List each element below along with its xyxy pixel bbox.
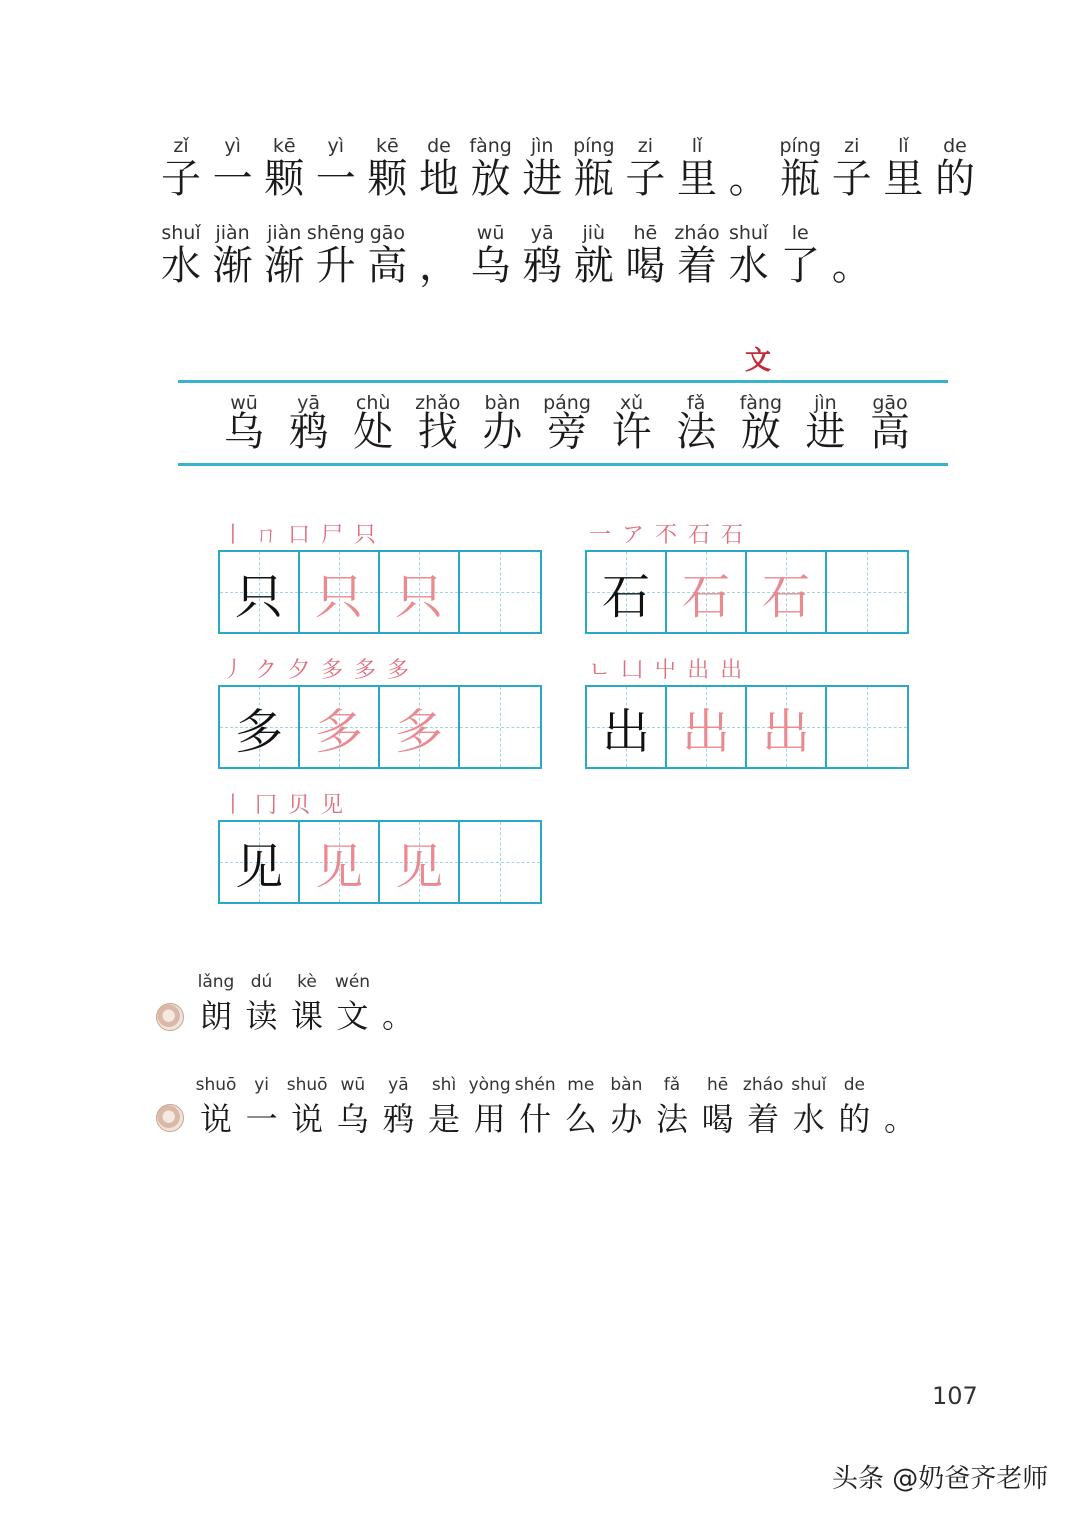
pinyin: de	[943, 135, 967, 157]
hanzi: 子	[161, 156, 201, 202]
hanzi: 乌	[336, 1100, 369, 1138]
grid-square	[300, 822, 380, 902]
hanzi: ，	[419, 243, 459, 289]
grid-square	[747, 552, 827, 632]
char-cell	[774, 222, 826, 302]
trace-char: 多	[394, 703, 443, 760]
pinyin: shuō	[286, 1075, 328, 1095]
hanzi: 放	[740, 409, 781, 455]
hanzi: 着	[677, 243, 717, 289]
pinyin: zhǎo	[415, 392, 461, 414]
pinyin: yì	[224, 135, 241, 157]
pinyin: shén	[514, 1075, 556, 1095]
pinyin: dú	[250, 972, 273, 992]
pinyin: wū	[476, 222, 505, 244]
hanzi: 办	[610, 1100, 643, 1138]
pinyin: páng	[543, 392, 591, 414]
trace-char: 多	[314, 703, 363, 760]
hanzi: 高	[870, 409, 910, 455]
pinyin: shuǐ	[728, 222, 769, 244]
exercise-char	[330, 972, 376, 1042]
pinyin: xǔ	[619, 392, 644, 414]
pinyin: me	[567, 1075, 595, 1095]
watermark: 头条 @奶爸齐老师	[832, 1464, 1049, 1494]
hanzi: 里	[883, 156, 924, 202]
band-top-rule	[178, 380, 948, 383]
grid-square	[220, 687, 300, 767]
pinyin: shuǐ	[161, 222, 201, 244]
hanzi: 的	[838, 1100, 871, 1138]
pinyin: yā	[530, 222, 554, 244]
model-char: 多	[234, 703, 283, 760]
pinyin: jìn	[530, 135, 554, 157]
grid-square[interactable]	[460, 687, 540, 767]
grid-square[interactable]	[827, 687, 907, 767]
grid-square	[667, 687, 747, 767]
pinyin: hē	[633, 222, 658, 244]
pinyin: de	[427, 135, 451, 157]
hanzi: 课	[290, 997, 323, 1035]
hanzi: 升	[315, 243, 356, 289]
hanzi: 喝	[701, 1100, 734, 1138]
model-char: 见	[234, 838, 283, 895]
hanzi: 地	[419, 156, 459, 202]
hanzi: 乌	[224, 409, 264, 455]
pinyin: shēng	[306, 222, 365, 244]
hanzi: 办	[482, 409, 523, 455]
hanzi: 放	[470, 156, 511, 202]
pinyin: gāo	[369, 222, 406, 244]
hanzi: 水	[161, 243, 201, 289]
hanzi: 渐	[264, 243, 305, 289]
grid-square	[587, 552, 667, 632]
pinyin: wén	[334, 972, 371, 992]
hanzi: 高	[367, 243, 408, 289]
trace-char: 只	[394, 568, 443, 625]
model-char: 只	[234, 568, 283, 625]
pinyin: bàn	[484, 392, 521, 414]
pinyin: bàn	[610, 1075, 643, 1095]
stroke-order: 丨 冂 贝 见	[222, 793, 345, 818]
hanzi: 了	[780, 243, 821, 289]
char-cell	[864, 392, 916, 472]
pinyin: yi	[254, 1075, 269, 1095]
hanzi: 鸦	[382, 1100, 415, 1138]
band-bottom-rule	[178, 463, 948, 466]
tianzige-grid	[585, 550, 909, 634]
grid-square	[747, 687, 827, 767]
pinyin: zǐ	[173, 135, 189, 157]
hanzi: 许	[611, 409, 652, 455]
hanzi: 喝	[625, 243, 666, 289]
pinyin: hē	[706, 1075, 729, 1095]
hanzi: 一	[212, 156, 253, 202]
hanzi: 法	[676, 409, 717, 455]
hanzi: 子	[625, 156, 666, 202]
hanzi: 就	[573, 243, 614, 289]
pinyin: de	[843, 1075, 866, 1095]
exercise-char	[831, 1075, 877, 1145]
hanzi: 一	[245, 1100, 278, 1138]
grid-square[interactable]	[460, 552, 540, 632]
hanzi: 鸦	[522, 243, 563, 289]
pinyin: jìn	[814, 392, 837, 414]
model-char: 石	[601, 568, 650, 625]
hanzi: 一	[315, 156, 356, 202]
hanzi: 。	[381, 997, 414, 1035]
pinyin: chù	[355, 392, 391, 414]
stroke-order: ㄴ 凵 屮 出 出	[589, 658, 745, 683]
pinyin: lǐ	[898, 135, 909, 157]
pinyin: lǎng	[197, 972, 235, 992]
model-char: 出	[601, 703, 650, 760]
hanzi: 处	[353, 409, 394, 455]
hanzi: 找	[417, 409, 458, 455]
pinyin: zháo	[742, 1075, 784, 1095]
pinyin: shì	[431, 1075, 457, 1095]
hanzi: 么	[564, 1100, 597, 1138]
hanzi: 读	[245, 997, 278, 1035]
stroke-order: 丿 ク 夕 多 多 多	[222, 658, 411, 683]
page-number: 107	[932, 1382, 978, 1410]
hanzi: 进	[805, 409, 846, 455]
hanzi: 的	[935, 156, 975, 202]
pinyin: píng	[573, 135, 615, 157]
text-line-2	[0, 222, 1080, 302]
pinyin: fàng	[739, 392, 783, 414]
trace-char: 见	[394, 838, 443, 895]
trace-char: 出	[761, 703, 810, 760]
pinyin: wū	[340, 1075, 366, 1095]
hanzi: 法	[655, 1100, 688, 1138]
pinyin: shuǐ	[791, 1075, 827, 1095]
hanzi: 。	[728, 156, 769, 202]
exercise-char	[877, 1075, 923, 1145]
hanzi: 颗	[367, 156, 408, 202]
tianzige-grid	[218, 820, 542, 904]
grid-square	[220, 822, 300, 902]
hanzi: 水	[728, 243, 769, 289]
tianzige-grid	[585, 685, 909, 769]
hanzi: 什	[519, 1100, 552, 1138]
pinyin: jiàn	[267, 222, 302, 244]
pinyin: kè	[297, 972, 317, 992]
trace-char: 见	[314, 838, 363, 895]
trace-char: 石	[761, 568, 810, 625]
hanzi: 文	[336, 997, 369, 1035]
char-cell	[929, 135, 981, 215]
char-cell	[826, 222, 878, 302]
trace-char: 只	[314, 568, 363, 625]
hanzi: 旁	[547, 409, 587, 455]
hanzi: 颗	[264, 156, 305, 202]
char-cell	[361, 222, 413, 302]
hanzi: 是	[427, 1100, 460, 1138]
new-char-band	[0, 392, 1080, 464]
exercise-char	[375, 972, 421, 1042]
hanzi: 用	[473, 1100, 506, 1138]
exercise-2	[0, 1075, 1080, 1145]
tianzige-grid	[218, 685, 542, 769]
pinyin: zháo	[674, 222, 720, 244]
grid-square	[587, 687, 667, 767]
hanzi: 。	[831, 243, 872, 289]
grid-square	[380, 822, 460, 902]
grid-square	[380, 552, 460, 632]
tianzige-grid	[218, 550, 542, 634]
pinyin: fǎ	[663, 1075, 681, 1095]
hanzi: 说	[291, 1100, 324, 1138]
hanzi: 里	[677, 156, 717, 202]
pinyin: fǎ	[687, 392, 706, 414]
hanzi: 。	[883, 1100, 916, 1138]
hanzi: 子	[831, 156, 872, 202]
hanzi: 瓶	[780, 156, 821, 202]
pinyin: yì	[327, 135, 345, 157]
pinyin: kē	[272, 135, 296, 157]
grid-square[interactable]	[827, 552, 907, 632]
grid-square	[220, 552, 300, 632]
pinyin: le	[791, 222, 809, 244]
pinyin: zi	[637, 135, 654, 157]
pinyin: shuō	[195, 1075, 237, 1095]
pinyin: wū	[230, 392, 258, 414]
hanzi: 渐	[212, 243, 253, 289]
pinyin: jiàn	[215, 222, 250, 244]
grid-square	[667, 552, 747, 632]
pinyin: yā	[388, 1075, 409, 1095]
hanzi: 朗	[199, 997, 232, 1035]
new-char-marker: 文	[745, 346, 772, 376]
pinyin: gāo	[872, 392, 908, 414]
text-line-1	[0, 135, 1080, 215]
pinyin: píng	[779, 135, 821, 157]
hanzi: 瓶	[573, 156, 614, 202]
grid-square	[380, 687, 460, 767]
grid-square[interactable]	[460, 822, 540, 902]
pinyin: lǐ	[691, 135, 703, 157]
stroke-order: 丨 ㄇ 口 尸 只	[222, 523, 378, 548]
hanzi: 着	[747, 1100, 780, 1138]
pinyin: yòng	[468, 1075, 511, 1095]
trace-char: 出	[681, 703, 730, 760]
hanzi: 进	[522, 156, 563, 202]
grid-square	[300, 552, 380, 632]
pinyin: zi	[844, 135, 860, 157]
pinyin: fàng	[469, 135, 512, 157]
grid-square	[300, 687, 380, 767]
hanzi: 乌	[470, 243, 511, 289]
exercise-1	[0, 972, 1080, 1042]
hanzi: 说	[199, 1100, 232, 1138]
char-cell	[671, 135, 723, 215]
trace-char: 石	[681, 568, 730, 625]
hanzi: 水	[792, 1100, 825, 1138]
pinyin: jiù	[582, 222, 606, 244]
pinyin: yā	[297, 392, 321, 414]
pinyin: kē	[376, 135, 399, 157]
hanzi: 鸦	[288, 409, 329, 455]
stroke-order: 一 ア 不 石 石	[589, 523, 745, 548]
